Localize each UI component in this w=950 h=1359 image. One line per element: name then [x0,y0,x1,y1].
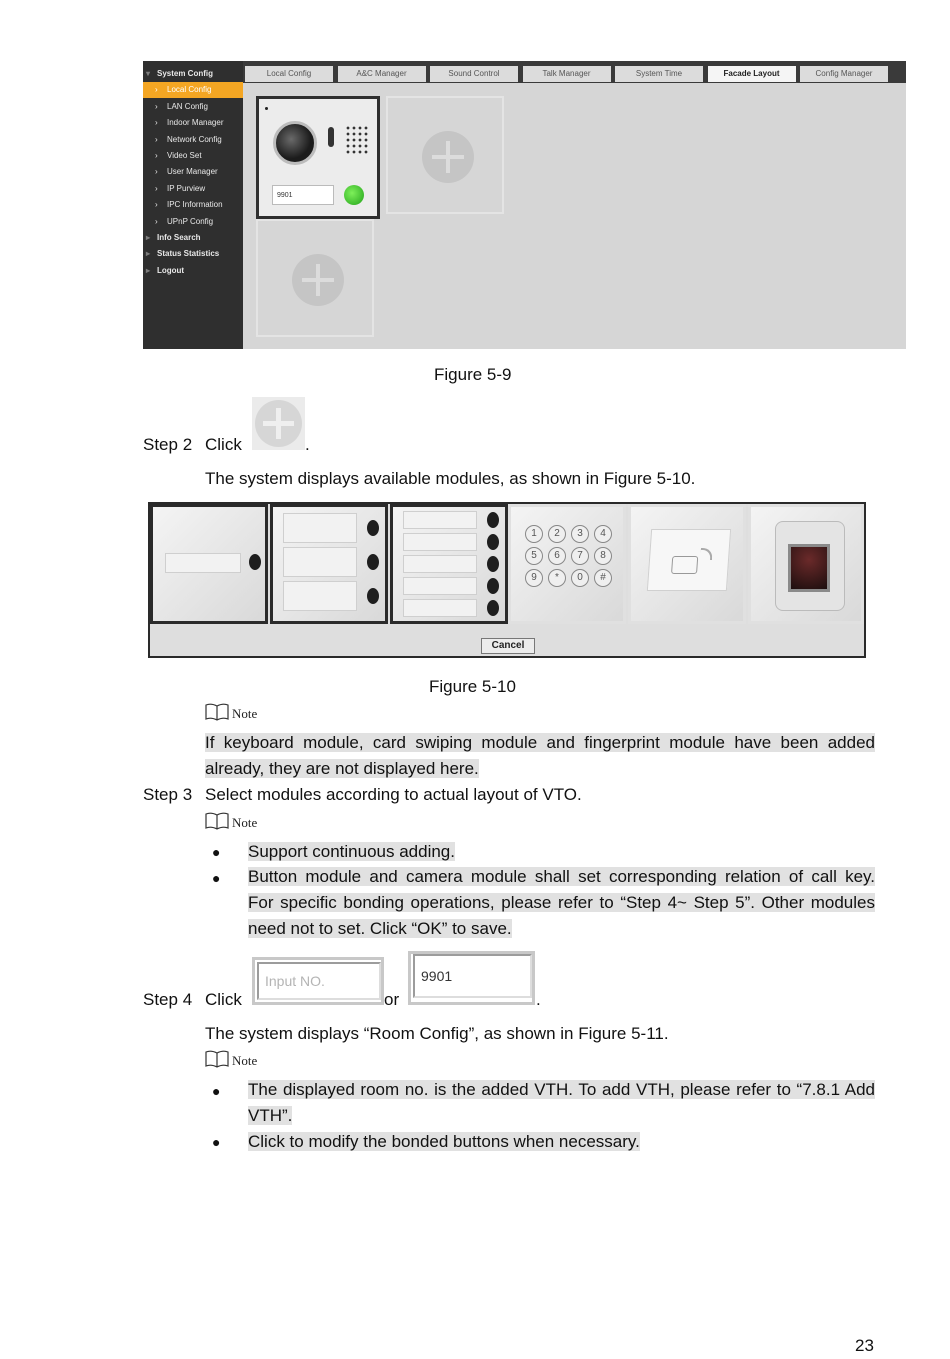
step-description: The system displays “Room Config”, as shown in Figure 5-11. [205,1024,669,1043]
sidebar-item-label: Info Search [157,233,201,242]
sidebar-menu [143,61,243,349]
chevron-right-icon: › [155,101,158,111]
sidebar-item[interactable] [143,115,243,131]
sidebar-item-label: Network Config [167,134,222,144]
note-header [205,812,257,831]
single-button-module[interactable] [150,504,268,624]
card-swiping-module[interactable] [628,504,746,624]
module-selection-screenshot [148,502,866,658]
chevron-right-icon: › [155,134,158,144]
keypad-key: 2 [548,525,566,543]
sidebar-item-label: IPC Information [167,200,223,210]
add-module-button[interactable] [252,397,305,450]
period: . [536,990,541,1009]
keypad-key: 3 [571,525,589,543]
room-number-field[interactable]: 9901 [408,951,535,1005]
empty-module-slot[interactable] [386,96,504,214]
tab[interactable]: System Time [615,66,703,82]
or-text: or [384,990,400,1009]
step-description: The system displays available modules, as shown in Figure 5-10. [205,469,696,488]
keypad-key: 4 [594,525,612,543]
tab[interactable]: A&C Manager [338,66,426,82]
step-label: Step 4 [143,990,193,1009]
page-number: 23 [855,1336,874,1355]
figure-caption: Figure 5-9 [434,365,512,384]
facade-layout-screenshot [143,61,906,349]
sidebar-item[interactable] [143,230,243,246]
period: . [305,435,310,454]
note-label: Note [232,706,258,721]
keypad-key: # [594,569,612,587]
keypad-key: 6 [548,547,566,565]
note-header [205,1050,257,1069]
sensor-slot [328,127,334,147]
tab[interactable]: Config Manager [800,66,888,82]
step-text: Select modules according to actual layout of VTO. [205,785,582,804]
note-label: Note [232,815,258,830]
empty-module-slot[interactable] [256,219,374,337]
tab[interactable]: Local Config [245,66,333,82]
tab[interactable]: Facade Layout [708,66,796,82]
step-label: Step 2 [143,435,193,454]
input-no-field[interactable]: Input NO. [252,957,384,1005]
note-label: Note [232,1053,258,1068]
keypad-key: * [548,569,566,587]
chevron-right-icon: › [155,167,158,177]
sidebar-item[interactable] [143,181,243,197]
note-line: already, they are not displayed here. [205,759,479,778]
triangle-icon: ▸ [146,249,151,259]
bullet-text: Button module and camera module shall set corresponding relation of call key. For specific bonding operations, please refer to “Step 4~ Step 5”. Other modules need not to set. Click “OK” to save. [248,867,875,938]
camera-lens-icon [273,121,317,165]
book-icon [205,703,229,721]
keypad-key: 0 [571,569,589,587]
sidebar-item-label: LAN Config [167,101,208,111]
bullet-dot: ● [212,870,221,886]
sidebar-item-label: UPnP Config [167,216,214,226]
tab-bar [243,61,906,83]
keypad-key: 7 [571,547,589,565]
triangle-icon: ▾ [146,69,151,78]
speaker-grille-icon [345,125,369,155]
cancel-button[interactable]: Cancel [481,638,535,654]
sidebar-item-label: Logout [157,265,185,275]
keypad-key: 1 [525,525,543,543]
sidebar-item[interactable] [143,214,243,230]
triangle-icon: ▸ [146,265,151,275]
add-icon[interactable] [422,131,474,183]
keypad-key: 9 [525,569,543,587]
chevron-right-icon: › [155,183,158,193]
click-text: Click [205,990,242,1009]
note-header [205,703,257,722]
book-icon [205,812,229,830]
sidebar-item-label: User Manager [167,167,218,177]
three-button-module[interactable] [270,504,388,624]
indicator-dot [265,107,268,110]
tab[interactable]: Talk Manager [523,66,611,82]
fingerprint-module[interactable] [748,504,864,624]
add-icon[interactable] [292,254,344,306]
add-icon [255,400,302,447]
sidebar-item-label: System Config [157,69,214,78]
sidebar-item[interactable] [143,197,243,213]
step-label: Step 3 [143,785,193,804]
room-number-field[interactable]: 9901 [272,185,334,205]
sidebar-item[interactable] [143,148,243,164]
bullet-dot: ● [212,844,221,860]
sidebar-item[interactable] [143,263,243,279]
bullet-text: Support continuous adding. [248,842,455,861]
sidebar-item-label: IP Purview [167,183,206,193]
tab[interactable]: Sound Control [430,66,518,82]
sidebar-item[interactable] [143,99,243,115]
sidebar-item-label: Video Set [167,151,202,160]
figure-caption: Figure 5-10 [429,677,516,696]
sidebar-item[interactable] [143,66,243,82]
bullet-text: The displayed room no. is the added VTH. To add VTH, please refer to “7.8.1 Add VTH”. [248,1080,875,1125]
bullet-dot: ● [212,1083,221,1099]
note-line: If keyboard module, card swiping module and fingerprint module have been added [205,733,875,752]
bullet-text: Click to modify the bonded buttons when necessary. [248,1132,640,1151]
sidebar-item-label: Local Config [167,85,212,95]
chevron-right-icon: › [155,216,158,226]
call-button-icon [344,185,364,205]
vto-camera-module[interactable] [256,96,380,219]
keypad-key: 5 [525,547,543,565]
note-text [205,730,875,782]
keypad-module[interactable] [508,504,626,624]
book-icon [205,1050,229,1068]
sidebar-item[interactable] [143,132,243,148]
five-button-module[interactable] [390,504,508,624]
sidebar-item[interactable] [143,82,243,98]
bullet-dot: ● [212,1134,221,1150]
sidebar-item-label: Indoor Manager [167,118,224,128]
sidebar-item[interactable] [143,246,243,262]
sidebar-item-label: Status Statistics [157,249,220,259]
triangle-icon: ▸ [146,233,151,242]
chevron-right-icon: › [155,200,158,210]
chevron-right-icon: › [155,151,158,160]
fingerprint-sensor-icon [775,521,845,611]
keypad-key: 8 [594,547,612,565]
chevron-right-icon: › [155,118,158,128]
click-text: Click [205,435,242,454]
card-reader-icon [647,529,731,591]
chevron-right-icon: › [155,85,158,95]
sidebar-item[interactable] [143,164,243,180]
